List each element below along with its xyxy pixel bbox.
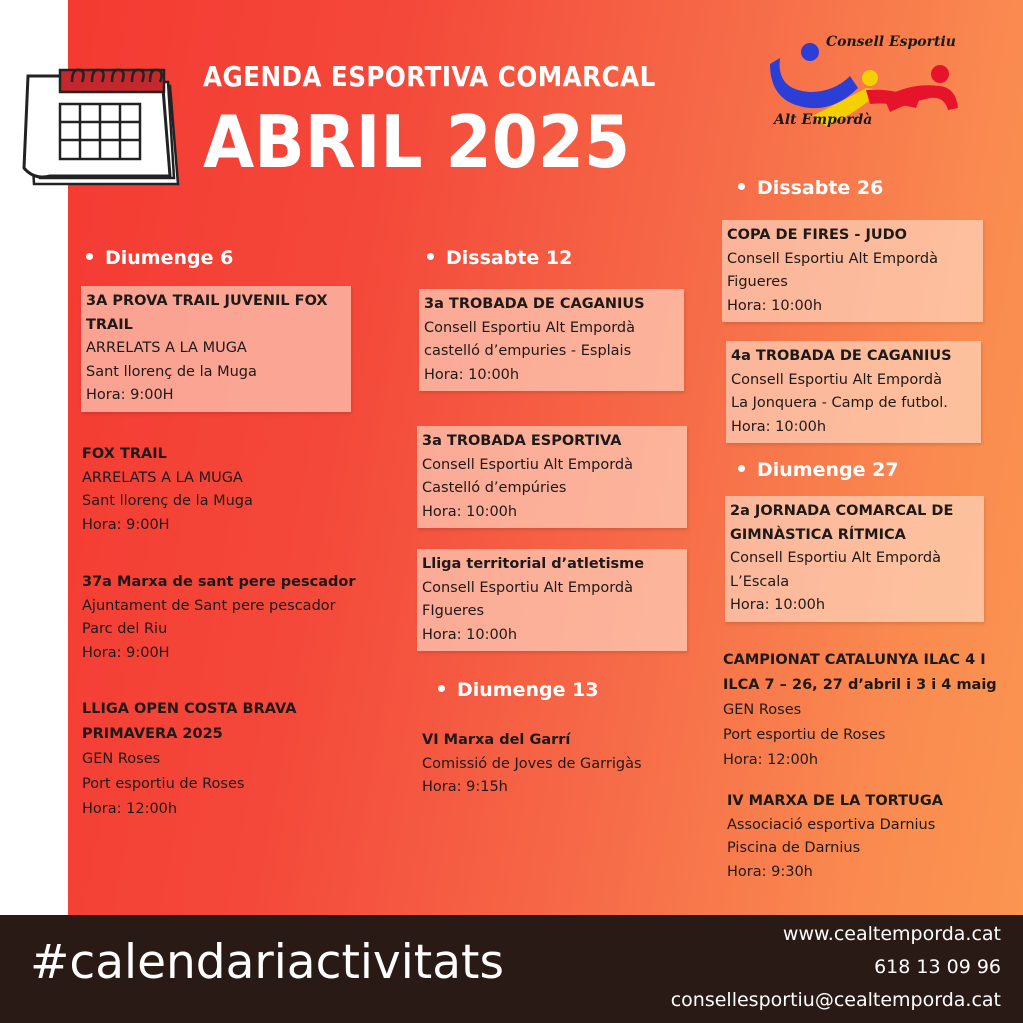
event-time: Hora: 10:00h <box>730 597 826 613</box>
event-organizer: Consell Esportiu Alt Empordà <box>730 550 941 566</box>
event-organizer: Consell Esportiu Alt Empordà <box>422 456 633 473</box>
event-title: 37a Marxa de sant pere pescador <box>82 574 356 590</box>
event-time: Hora: 10:00h <box>424 366 520 383</box>
logo-text-top: Consell Esportiu <box>826 34 956 50</box>
event-time: Hora: 10:00h <box>422 626 518 643</box>
bullet-icon <box>438 685 445 692</box>
event-organizer: ARRELATS A LA MUGA <box>86 340 247 356</box>
event-location: Piscina de Darnius <box>727 840 861 856</box>
event-title: FOX TRAIL <box>82 446 167 462</box>
event-item <box>82 571 402 665</box>
logo <box>770 30 970 140</box>
event-card <box>725 496 984 622</box>
event-organizer: Consell Esportiu Alt Empordà <box>727 250 938 267</box>
bullet-icon <box>738 183 745 190</box>
event-card <box>417 426 687 528</box>
day-heading: Diumenge 27 <box>738 459 899 481</box>
event-location: castelló d’empuries - Esplais <box>424 343 632 359</box>
event-time: Hora: 12:00h <box>82 801 178 817</box>
bullet-icon <box>427 253 434 260</box>
event-card <box>722 220 983 322</box>
event-organizer: Comissió de Joves de Garrigàs <box>422 755 642 772</box>
event-location: Castelló d’empúries <box>422 480 567 496</box>
event-item <box>82 697 352 822</box>
event-title: VI Marxa del Garrí <box>422 732 571 748</box>
event-organizer: ARRELATS A LA MUGA <box>82 469 243 486</box>
event-time: Hora: 9:30h <box>727 863 813 880</box>
event-time: Hora: 9:00H <box>86 387 174 403</box>
event-card <box>726 341 981 443</box>
day-heading: Dissabte 26 <box>738 177 883 199</box>
event-title: LLIGA OPEN COSTA BRAVA PRIMAVERA 2025 <box>82 701 297 742</box>
event-location: Port esportiu de Roses <box>723 727 886 743</box>
event-organizer: Consell Esportiu Alt Empordà <box>422 579 633 596</box>
event-title: 2a JORNADA COMARCAL DE GIMNÀSTICA RÍTMICA <box>730 503 954 543</box>
event-title: 3a TROBADA DE CAGANIUS <box>424 296 645 312</box>
hashtag: #calendariactivitats <box>30 935 504 990</box>
event-location: Figueres <box>727 274 788 290</box>
event-organizer: Consell Esportiu Alt Empordà <box>731 371 942 388</box>
event-organizer: Consell Esportiu Alt Empordà <box>424 319 635 336</box>
event-title: 4a TROBADA DE CAGANIUS <box>731 348 952 364</box>
website-link[interactable]: www.cealtemporda.cat <box>782 923 1001 945</box>
event-organizer: GEN Roses <box>723 702 802 718</box>
logo-text-bottom: Alt Empordà <box>774 112 873 128</box>
page-subtitle: AGENDA ESPORTIVA COMARCAL <box>203 60 656 93</box>
event-time: Hora: 10:00h <box>727 297 823 314</box>
bullet-icon <box>738 465 745 472</box>
event-time: Hora: 12:00h <box>723 752 819 768</box>
page-title: ABRIL 2025 <box>203 100 631 184</box>
event-card <box>419 289 684 391</box>
event-organizer: Ajuntament de Sant pere pescador <box>82 597 336 614</box>
event-title: 3A PROVA TRAIL JUVENIL FOX TRAIL <box>86 293 328 333</box>
event-card <box>417 549 687 651</box>
event-location: La Jonquera - Camp de futbol. <box>731 395 948 411</box>
event-item <box>82 443 382 537</box>
event-location: Port esportiu de Roses <box>82 776 245 792</box>
event-time: Hora: 9:00H <box>82 516 170 533</box>
event-item <box>727 790 997 884</box>
event-title: IV MARXA DE LA TORTUGA <box>727 793 943 809</box>
event-time: Hora: 10:00h <box>422 503 518 520</box>
event-title: 3a TROBADA ESPORTIVA <box>422 433 622 449</box>
event-title: Lliga territorial d’atletisme <box>422 556 645 572</box>
event-title: COPA DE FIRES - JUDO <box>727 227 907 243</box>
email-link[interactable]: consellesportiu@cealtemporda.cat <box>670 989 1001 1011</box>
calendar-icon <box>20 62 190 187</box>
event-title: CAMPIONAT CATALUNYA ILAC 4 I ILCA 7 – 26, 27 d’abril i 3 i 4 maig <box>723 652 997 693</box>
event-item <box>422 729 702 800</box>
day-heading: Diumenge 6 <box>86 247 233 269</box>
bullet-icon <box>86 253 93 260</box>
day-heading: Dissabte 12 <box>427 247 572 269</box>
event-location: Sant llorenç de la Muga <box>86 363 257 380</box>
event-time: Hora: 9:15h <box>422 779 508 795</box>
event-location: L’Escala <box>730 573 790 590</box>
event-card <box>81 286 351 412</box>
event-item <box>723 648 998 773</box>
event-time: Hora: 9:00H <box>82 644 170 661</box>
phone-number[interactable]: 618 13 09 96 <box>874 956 1001 978</box>
event-location: Parc del Riu <box>82 621 168 637</box>
event-location: Sant llorenç de la Muga <box>82 493 253 509</box>
day-heading: Diumenge 13 <box>438 679 599 701</box>
event-time: Hora: 10:00h <box>731 418 827 435</box>
event-organizer: Associació esportiva Darnius <box>727 816 936 833</box>
event-organizer: GEN Roses <box>82 751 161 767</box>
event-location: FIgueres <box>422 603 485 619</box>
